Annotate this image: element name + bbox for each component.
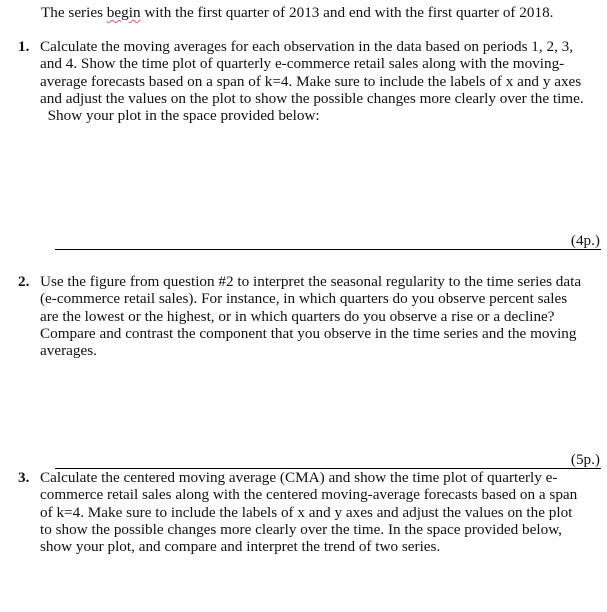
points-label: (4p.): [570, 232, 600, 249]
question-number: 1.: [18, 38, 30, 55]
question-text: Calculate the moving averages for each observation in the data based on periods 1, 2, 3, and 4. Show the time plot of quarterly e-commerce retail sales along with the moving- average forecasts based on a span of k=4. Make sure to include the labels of x and y axes and adjust the values on the plot to show the possible changes more clearly over the time. Show your plot in the space provided below:: [40, 38, 584, 125]
question-1: [18, 38, 597, 124]
question-text: Calculate the centered moving average (CMA) and show the time plot of quarterly e- commerce retail sales along with the centered moving-average forecasts based on a span of k=4. Make sure to include the labels of x and y axes and adjust the values on the plot to show the possible changes more clearly over the time. In the space provided below, show your plot, and compare and interpret the trend of two series.: [40, 469, 578, 556]
points-label: (5p.): [570, 451, 600, 468]
question-3: [18, 469, 597, 555]
question-2: [18, 273, 597, 359]
question-text: Use the figure from question #2 to interpret the seasonal regularity to the time series data (e-commerce retail sales). For instance, in which quarters do you observe percent sales are the lowest or the highest, or in which quarters do you observe a rise or a decline? Compare and contrast the component that you observe in the time series and the moving averages.: [40, 273, 582, 360]
intro-text: The series begin with the first quarter of 2013 and end with the first quarter of 2018.: [41, 4, 554, 21]
answer-rule: [55, 249, 601, 250]
spellcheck-word: begin: [106, 4, 141, 21]
question-number: 2.: [18, 273, 30, 290]
question-number: 3.: [18, 469, 30, 486]
